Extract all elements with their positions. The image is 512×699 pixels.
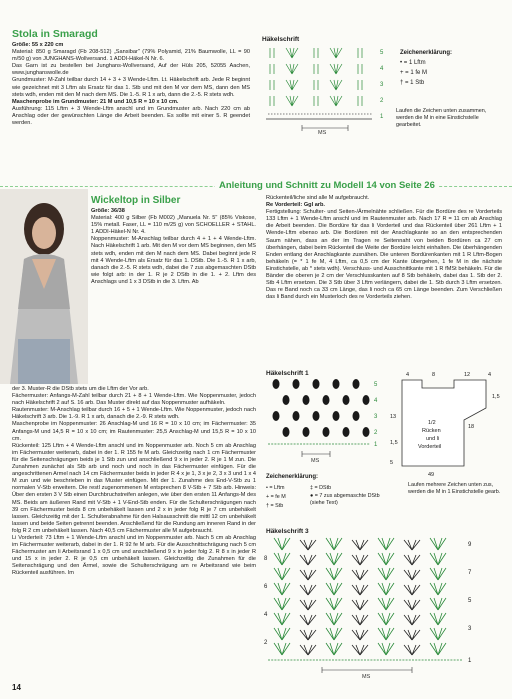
double-crochet-icon: † [400,80,406,86]
chart1-title: Häkelschrift [262,36,300,43]
stola-size: Größe: 55 x 220 cm [12,42,64,48]
model-size: Größe: 36/38 [91,208,125,214]
model-title: Wickeltop in Silber [91,195,181,206]
svg-text:13: 13 [390,414,397,420]
svg-text:3: 3 [468,626,472,632]
svg-text:und li: und li [426,436,440,442]
chart3-ms: MS [362,674,371,680]
model-left-front: Li Vorderteil: 73 Lftm + 1 Wende-Lftm anschl und im Noppenmuster arb. Nach 5 cm ab Anschlag im Fächermuster weiterarb, dabei in der 1. R 92 fe M arb. Für die Ausschnittschrägung nach 5 cm Fächermuster am li Arbeitsrand 1 x 0,5 cm und anschließend 9 x in jeder folg 2. R 8 x in jeder R und 15 x in jeder 2. R je 0,5 cm unbehäkelt lassen. Gleichzeitig die Zunahmen für die Seitenschrägung und den Ärmel, sowie die Schulterschrägung am re Arbeitsrand wie beim Rückenteil ausführen. Im [12,534,256,577]
chart3-diagram [262,536,502,680]
chart1-row-1: 1 [380,114,384,120]
chart2-note: Laufen mehrere Zeichen unten zus, werden die M in 1 Einstichstelle gearb. [408,482,501,495]
chart1-row-2: 2 [380,98,384,104]
svg-text:8: 8 [264,556,268,562]
svg-text:9: 9 [468,542,472,548]
svg-text:5: 5 [390,460,394,466]
chart1-row-5: 5 [380,50,384,56]
model-instructions-top [91,208,256,286]
svg-text:6: 6 [264,584,268,590]
page-number: 14 [12,683,21,692]
svg-text:7: 7 [468,570,472,576]
stola-gauge: Maschenprobe im Grundmuster: 21 M und 10,5 R = 10 x 10 cm. [12,98,179,105]
stola-material: Material: 850 g Smaragd (Fb 208-512) „Sansibar" (79% Polyamid, 21% Baumwolle, LL = 90 m/50 g) von JUNGHANS-Wollversand. 1 ADDI-Häkel-N Nr. 6. [12,49,250,63]
chart3-title: Häkelschrift 3 [266,528,309,535]
garment-schematic [388,368,506,480]
model-instructions-right: Rückenteil/liche sind alle M aufgebraucht. Re Vorderteil: Ggl arb. Fertigstellung: Schulter- und Seiten-/Ärmelnähte schließen. Für die Bordüre des re Vorderteils 133 Lftm + 1 Wende-Lftm anschl und im Rautenmuster arb. Nach 17 R = 11 cm ab Anschlag die Arbeit beenden. Die Bordüre für das li Vorderteil und das Rückenteil über 261 Lftm + 1 Wende-Lftm ebenso arb. Die Bordüren mit der Anschlagkante so an den entsprechenden Saum nähen, dass an der im Tragen re Seitennaht von beiden Bordüren ca 27 cm überhängen, dabei beim Rückenteil die Weite der Bordüre leicht einhalten. Die überhängenden Enden entlang der Anschlagkante zusnähen. Die unteren Bordürenkanten mit 1 R Lftm-Bogen behäkeln (= * 1 fe M, 4 Lftm, ca 0,5 cm der Kante übergehen, 1 fe M in die nächste Einstichstelle, ab * stets wdh). Verschluss- und Ausschnittkante mit 1 R fMSt behäkeln. Für die Bänder die oberen je 2 cm der Verschlusskanten auf 8 Stb behäkeln, dabei das 1. Stb der 2. Stb 4 Lftm ersetzen. Die 3 Stb über 3 Lftm verlängern, dabei die 1. Stb durch 3 Lftm ersetzen. Das re Band noch ca 33 cm Länge, das li noch ca 65 cm Länge beenden. Zum Verschließen das li Band durch ein Musterloch des re Vorderteils ziehen. [266,195,502,301]
svg-text:4: 4 [406,372,410,378]
chart2-legend-title: Zeichenerklärung: [266,474,319,480]
svg-text:Rücken: Rücken [422,428,441,434]
model-material: Material: 400 g Silber (Fb M002) „Manuela Nr. 5" (85% Viskose, 15% metall. Faser, LL = 110 m/25 g) von SCHOELLER + STAHL. 1 ADDI-Häkel-N Nr. 4. [91,215,256,236]
svg-text:5: 5 [468,598,472,604]
model-faecher: Fächermuster: Anfangs-M-Zahl teilbar durch 21 + 8 + 1 Wende-Lftm. Wie Noppenmuster, jedoch nach Häkelschrift 2 auf S. 16 arb. Das Muster direkt auf das Noppenmuster aufhäkeln. [12,393,256,407]
svg-text:4: 4 [488,372,492,378]
stola-instructions [12,42,250,127]
chain-icon: • [400,60,404,66]
chain-icon: • [266,485,270,491]
chart2-ms: MS [311,458,320,464]
chart1-legend-title: Zeichenerklärung: [400,50,453,56]
svg-text:5: 5 [374,382,378,388]
svg-text:4: 4 [374,398,378,404]
model-gauge: Maschenprobe im Noppenmuster: 26 Anschlag-M und 16 R = 10 x 10 cm; im Fächermuster: 35 Anfangs-M und 14,5 R = 10 x 10 cm; im Rautenmuster: 25,5 Anschlag-M und 15,5 R = 10 x 10 cm. [12,421,256,442]
model-noppen: Noppenmuster: M-Anschlag teilbar durch 4 + 1 + 4 Wende-Lftm. Nach Häkelschrift 1 arb. Mit den M vor dem MS beginnen, den MS stets wdh, enden mit den M nach dem MS. Dabei beginnt jede R mit 4 Wende-Lftm als Ersatz für das 1. DStb. Die 1.-5. R 1 x arb, danach die 2.-5. R stets wdh, dabei die 7 zus abgemaschten DStb wie folgt arb: in der 1. R je 2 DStb in die 1. + 2. Lftm des Anschlags und 1 x 3 DStb in die 3. Lftm. Ab [91,236,256,285]
model-photo [0,189,88,384]
svg-text:2: 2 [374,430,378,436]
svg-text:1: 1 [468,658,472,664]
stola-title: Stola in Smaragd [12,28,98,40]
svg-text:1/2: 1/2 [428,420,436,426]
double-crochet-icon: † [266,503,271,509]
model-right-front: Re Vorderteil: Ggl arb. [266,202,325,209]
chart1-row-3: 3 [380,82,384,88]
chart2-title: Häkelschrift 1 [266,370,309,377]
svg-text:2: 2 [264,640,268,646]
single-crochet-icon: + [266,494,271,500]
svg-text:Vorderteil: Vorderteil [418,444,442,450]
stola-order: Das Garn ist zu bestellen bei Junghans-Wollversand, Auf der Hüls 205, 52055 Aachen, www.junghanswolle.de [12,63,250,77]
chart1-note: Laufen die Zeichen unten zusammen, werden die M in eine Einstichstelle gearbeitet. [396,108,487,128]
chart1-diagram [262,44,392,136]
model-rauten: Rautenmuster: M-Anschlag teilbar durch 16 + 5 + 1 Wende-Lftm. Wie Noppenmuster, jedoch nach Häkelschrift 3 arb. Die 1.-9. R 1 x arb, danach die 2.-9. R stets wdh. [12,407,256,421]
chart2-legend-b: ‡ = DStb ● = 7 zus abgemaschte DStb (siehe Text) [310,485,380,506]
chart2-legend-a: • = Lftm + = fe M † = Stb [266,485,286,509]
svg-text:49: 49 [428,472,435,478]
chart1-legend: Zeichenerklärung: • = 1 Lftm + = 1 fe M † = 1 Stb [400,50,453,86]
model-instructions-main: der 3. Muster-R die DStb stets um die Lftm der Vor arb. Fächermuster: Anfangs-M-Zahl teilbar durch 21 + 8 + 1 Wende-Lftm. Wie Noppenmuster, jedoch nach Häkelschrift 2 auf S. 16 arb. Das Muster direkt auf das Noppenmuster aufhäkeln. Rautenmuster: M-Anschlag teilbar durch 16 + 5 + 1 Wende-Lftm. Wie Noppenmuster, jedoch nach Häkelschrift 3 arb. Die 1.-9. R 1 x arb, danach die 2.-9. R stets wdh. Maschenprobe im Noppenmuster: 26 Anschlag-M und 16 R = 10 x 10 cm; im Fächermuster: 35 Anfangs-M und 14,5 R = 10 x 10 cm; im Rautenmuster: 25,5 Anschlag-M und 15,5 R = 10 x 10 cm. Rückenteil: 125 Lftm + 4 Wende-Lftm anschl und im Noppenmuster arb. Noch 5 cm ab Anschlag im Fächermuster weiterarb, dabei in der 1. R 155 fe M arb. Gleichzeitig nach 1 cm Fächermuster für die Seitenschrägungen beids je 1 Stb zun und anschließend 9 x in jeder 2. R je 1 M zun. Die Zunahmen zunächst als Stb arb und noch und noch in das Fächermuster einfügen. Für die angeschrittenen Armel nach 14 cm Fächermuster beids in jeder R 4 x je 1, 3 x je 2, 3 x 3 und 1 x 4 M zun und wie beschrieben in das Muster einfügen. Mit der 1. Zunahme des End-V-Stb zu 1 normalen V-Stb erweitern. Die restl zugenommenen M entsprechen 8 V-Stb + 7 Stb arb. Hinweis: Über den ersten 3 V Stb einen Durchbruchstreifen anlegen, wie über den ersten 11 Anfangs-M des MS. Beids am äußeren Rand mit V-Stb + 1 V-End-Stb enden. Für die Schulterschrägungen nach 39 cm Fächermuster beids 8 cm unbehäkelt lassen und 2 x in jeder folg R je 7 cm unbehäkelt lassen. Gleichzeitig mit der 1. Schulterabnahme für den Halsausschnitt die mittl 12 cm unbehäkelt lassen und beide Seiten getrennt beenden. Anschließend für die Rundung am inneren Rand in der folg R 2 cm unbehäkelt lassen. Nach 40,5 cm Fächermuster alle M aufgebraucht. Li Vorderteil: 73 Lftm + 1 Wende-Lftm anschl und im Noppenmuster arb. Nach 5 cm ab Anschlag im Fächermuster weiterarb, dabei in der 1. R 92 fe M arb. Für die Ausschnittschrägung nach 5 cm Fächermuster am li Arbeitsrand 1 x 0,5 cm und anschließend 9 x in jeder folg 2. R 8 x in jeder R und 15 x in jeder 2. R je 0,5 cm unbehäkelt lassen. Gleichzeitig die Zunahmen für die Seitenschrägung und den Ärmel, sowie die Schulterschrägung am re Arbeitsrand wie beim Rückenteil ausführen. Im [12,386,256,577]
svg-text:12: 12 [464,372,471,378]
svg-text:1,5: 1,5 [492,394,500,400]
single-crochet-icon: + [400,70,406,76]
svg-text:8: 8 [432,372,436,378]
chart1-ms: MS [318,130,327,136]
section-banner: Anleitung und Schnitt zu Modell 14 von Seite 26 [215,180,439,191]
chart2-diagram [262,376,382,466]
svg-text:1: 1 [374,442,378,448]
svg-text:3: 3 [374,414,378,420]
bobble-icon: ● [310,493,315,499]
svg-text:18: 18 [468,424,475,430]
svg-text:4: 4 [264,612,268,618]
stola-execution: Ausführung: 115 Lftm + 3 Wende-Lftm anschl und im Grundmuster arb. Nach 220 cm ab Anschlag oder der gewünschten Länge die Arbeit beenden. Es sollte mit einer 5. R geendet werden. [12,105,250,127]
stola-pattern: Grundmuster: M-Zahl teilbar durch 14 + 3 + 3 Wende-Lftm. Lt. Häkelschrift arb. Jede R beginnt wie gezeichnet mit 3 Lftm als Ersatz für das 1. Stb und mit den M vor dem MS, dann den MS stets wdh, enden mit den M nach dem MS. Die 1.-5. R 1 x arb, dann die 2.-5. R stets wdh. [12,77,250,98]
model-back: Rückenteil: 125 Lftm + 4 Wende-Lftm anschl und im Noppenmuster arb. Noch 5 cm ab Anschlag im Fächermuster weiterarb, dabei in der 1. R 155 fe M arb. Gleichzeitig nach 1 cm Fächermuster für die Seitenschrägungen beids je 1 Stb zun und anschließend 9 x in jeder 2. R je 1 M zun. Die Zunahmen zunächst als Stb arb und noch und noch in das Fächermuster einfügen. Für die angeschrittenen Armel nach 14 cm Fächermuster beids in jeder R 4 x je 1, 3 x je 2, 3 x 3 und 1 x 4 M zun und wie beschrieben in das Muster einfügen. Mit der 1. Zunahme des End-V-Stb zu 1 normalen V-Stb erweitern. Die restl zugenommenen M entsprechen 8 V-Stb + 7 Stb arb. Hinweis: Über den ersten 3 V Stb einen Durchbruchstreifen anlegen, wie über den ersten 11 Anfangs-M des MS. Beids am äußeren Rand mit V-Stb + 1 V-End-Stb enden. Für die Schulterschrägungen nach 39 cm Fächermuster beids 8 cm unbehäkelt lassen und 2 x in jeder folg R je 7 cm unbehäkelt lassen. Gleichzeitig mit der 1. Schulterabnahme für den Halsausschnitt die mittl 12 cm unbehäkelt lassen und beide Seiten getrennt beenden. Anschließend für die Rundung am inneren Rand in der folg R 2 cm unbehäkelt lassen. Nach 40,5 cm Fächermuster alle M aufgebraucht. [12,442,256,534]
treble-crochet-icon: ‡ [310,485,315,491]
model-finishing: Fertigstellung: Schulter- und Seiten-/Ärmelnähte schließen. Für die Bordüre des re Vorderteils 133 Lftm + 1 Wende-Lftm anschl und im Rautenmuster arb. Nach 17 R = 11 cm ab Anschlag die Arbeit beenden. Die Bordüre für das li Vorderteil und das Rückenteil über 261 Lftm + 1 Wende-Lftm ebenso arb. Die Bordüren mit der Anschlagkante so an den entsprechenden Saum nähen, dass an der im Tragen re Seitennaht von beiden Bordüren ca 27 cm überhängen, dabei beim Rückenteil die Weite der Bordüre leicht einhalten. Die überhängenden Enden entlang der Anschlagkante zusnähen. Die unteren Bordürenkanten mit 1 R Lftm-Bogen behäkeln (= * 1 fe M, 4 Lftm, ca 0,5 cm der Kante übergehen, 1 fe M in die nächste Einstichstelle, ab * stets wdh). Verschluss- und Ausschnittkante mit 1 R fMSt behäkeln. Für die Bänder die oberen je 2 cm der Verschlusskanten auf 8 Stb behäkeln, dabei das 1. Stb der 2. Stb 4 Lftm ersetzen. Die 3 Stb über 3 Lftm verlängern, dabei die 1. Stb durch 3 Lftm ersetzen. Das re Band noch ca 33 cm Länge, das li noch ca 65 cm Länge beenden. Zum Verschließen das li Band durch ein Musterloch des re Vorderteils ziehen. [266,209,502,301]
chart1-row-4: 4 [380,66,384,72]
svg-text:1,5: 1,5 [390,440,398,446]
